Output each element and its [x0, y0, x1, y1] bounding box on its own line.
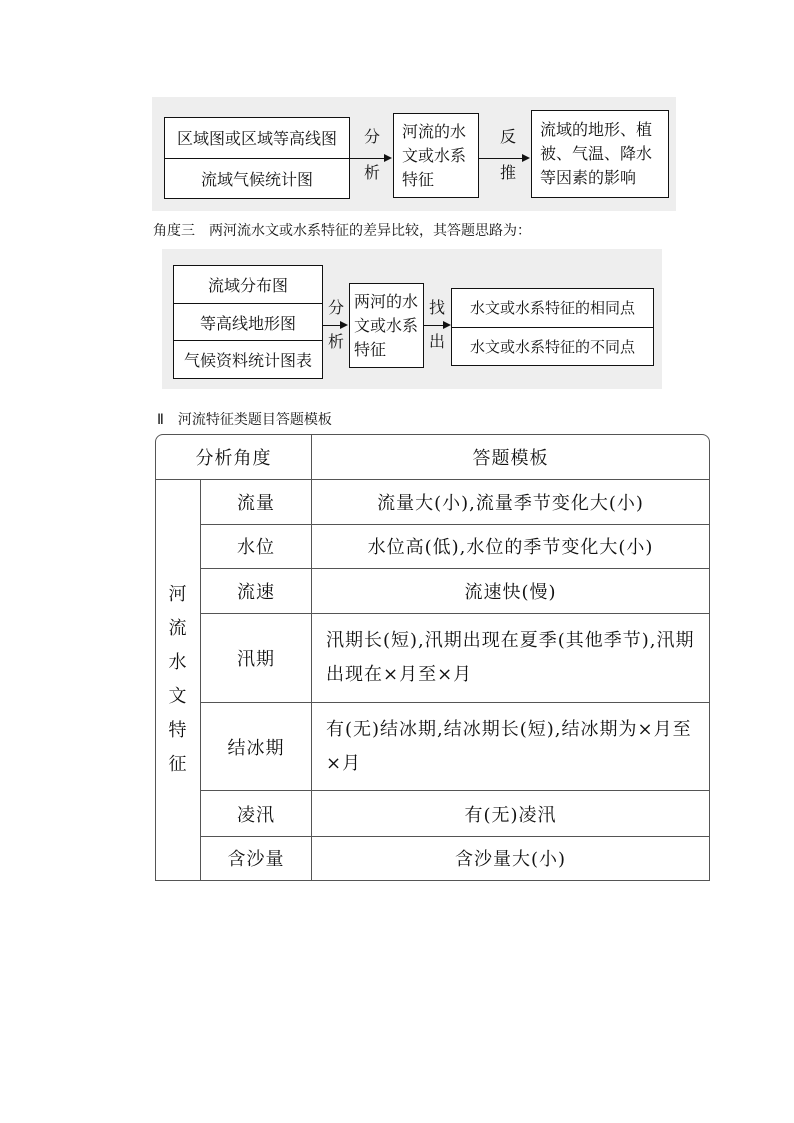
flow1-middle-box	[393, 113, 479, 198]
row-template: 有(无)结冰期,结冰期长(短),结冰期为×月至×月	[312, 702, 710, 791]
group-char: 特	[168, 720, 188, 742]
table-row	[156, 702, 710, 791]
flow2-left-stack	[173, 265, 323, 379]
flow1-left-stack	[164, 117, 350, 199]
header-analysis-angle: 分析角度	[156, 435, 312, 480]
middle-line: 河流的水	[402, 121, 467, 141]
flow2-arrow1-label	[324, 290, 348, 360]
table-row	[156, 836, 710, 880]
table-row	[156, 480, 710, 524]
flow2-left-box-3: 气候资料统计图表	[183, 351, 312, 371]
row-item: 含沙量	[201, 836, 312, 880]
label-char: 找	[428, 298, 445, 317]
angle3-caption: 角度三 两河流水文或水系特征的差异比较，其答题思路为：	[153, 223, 531, 239]
row-item: 流量	[201, 480, 312, 524]
middle-line: 特征	[402, 169, 435, 189]
table-row	[156, 524, 710, 568]
label-char: 分	[363, 127, 380, 146]
label-char: 推	[499, 163, 516, 182]
answer-template-table	[155, 434, 710, 881]
flow2-middle-box	[349, 283, 424, 368]
flow2-arrow2-label	[425, 290, 449, 360]
row-item: 汛期	[201, 614, 312, 703]
flow2-right-box-2: 水文或水系特征的不同点	[469, 337, 635, 356]
table-header-row	[156, 435, 710, 480]
flow1-left-box-2: 流域气候统计图	[200, 169, 313, 189]
table-row	[156, 791, 710, 836]
label-char: 析	[363, 163, 380, 182]
middle-line: 特征	[354, 339, 387, 359]
flow1-arrow1-label	[358, 120, 386, 190]
right-line: 被、气温、降水	[540, 144, 653, 163]
row-template: 有(无)凌汛	[312, 791, 710, 836]
flow2-left-box-1: 流域分布图	[174, 266, 322, 304]
flow1-left-box-1: 区域图或区域等高线图	[165, 118, 349, 159]
table-row	[156, 568, 710, 613]
group-char: 水	[168, 652, 188, 674]
row-item: 结冰期	[201, 702, 312, 791]
label-char: 反	[499, 127, 516, 146]
flow1-right-box	[531, 110, 669, 198]
group-label-cell	[156, 480, 201, 881]
label-char: 析	[327, 332, 344, 351]
label-char: 出	[428, 332, 445, 351]
flow2-right-box-1: 水文或水系特征的相同点	[452, 289, 653, 328]
flow1-arrow2-head	[522, 154, 530, 162]
row-template: 汛期长(短),汛期出现在夏季(其他季节),汛期出现在×月至×月	[312, 614, 710, 703]
group-char: 文	[168, 686, 188, 708]
group-char: 征	[168, 754, 188, 776]
middle-line: 两河的水	[354, 291, 419, 311]
group-char: 流	[168, 618, 188, 640]
row-template: 水位高(低),水位的季节变化大(小)	[312, 524, 710, 568]
row-item: 凌汛	[201, 791, 312, 836]
right-line: 等因素的影响	[540, 168, 637, 187]
row-template: 流速快(慢)	[312, 568, 710, 613]
row-item: 水位	[201, 524, 312, 568]
table-row	[156, 614, 710, 703]
row-item: 流速	[201, 568, 312, 613]
row-template: 含沙量大(小)	[312, 836, 710, 880]
flow2-left-box-2: 等高线地形图	[174, 304, 322, 342]
label-char: 分	[327, 298, 344, 317]
row-template: 流量大(小),流量季节变化大(小)	[312, 480, 710, 524]
group-char: 河	[168, 584, 188, 606]
flow2-right-stack	[451, 288, 654, 366]
middle-line: 文或水系	[402, 145, 467, 165]
right-line: 流域的地形、植	[540, 120, 653, 139]
middle-line: 文或水系	[354, 315, 419, 335]
flow1-arrow2-label	[494, 120, 522, 190]
section2-title: Ⅱ 河流特征类题目答题模板	[157, 412, 332, 428]
header-answer-template: 答题模板	[312, 435, 710, 480]
